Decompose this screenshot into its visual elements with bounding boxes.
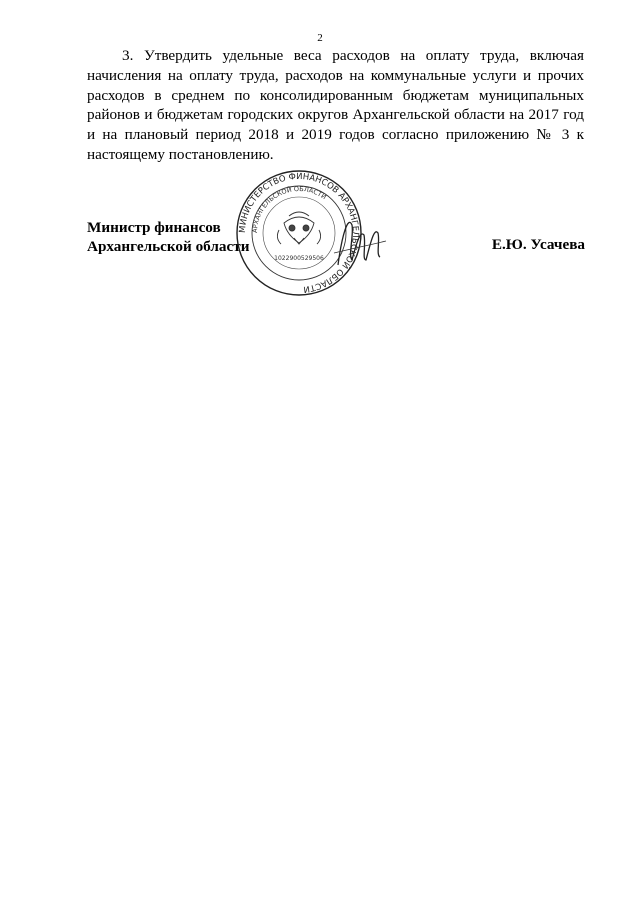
paragraph-line: и на плановый период 2018 и 2019 годов согласно приложению № 3 к [87,126,584,144]
paragraph-line: 3. Утвердить удельные веса расходов на оплату труда, включая [122,47,584,64]
signatory-position [87,218,249,256]
signatory-name: Е.Ю. Усачева [491,236,585,253]
stamp-number: 1022900529506 [274,255,324,262]
stamp-outer-text: МИНИСТЕРСТВО ФИНАНСОВ АРХАНГЕЛЬСКОЙ ОБЛАСТИ [237,171,361,294]
paragraph-line: расходов в среднем по консолидированным бюджетам муниципальных [87,86,584,104]
paragraph-line: начисления на оплату труда, расходов на коммунальные услуги и прочих [87,66,584,84]
body-paragraph [87,46,584,165]
coat-of-arms-icon [277,212,320,244]
paragraph-line: районов и бюджетам городских округов Архангельской области на 2017 год [87,106,584,124]
paragraph-line: настоящему постановлению. [87,145,274,163]
signatory-position-line2: Архангельской области [87,238,250,255]
handwritten-signature [330,205,390,275]
stamp-inner-text: АРХАНГЕЛЬСКОЙ ОБЛАСТИ [250,184,328,234]
page-number: 2 [317,32,323,44]
signatory-position-line1: Министр финансов [87,219,221,236]
